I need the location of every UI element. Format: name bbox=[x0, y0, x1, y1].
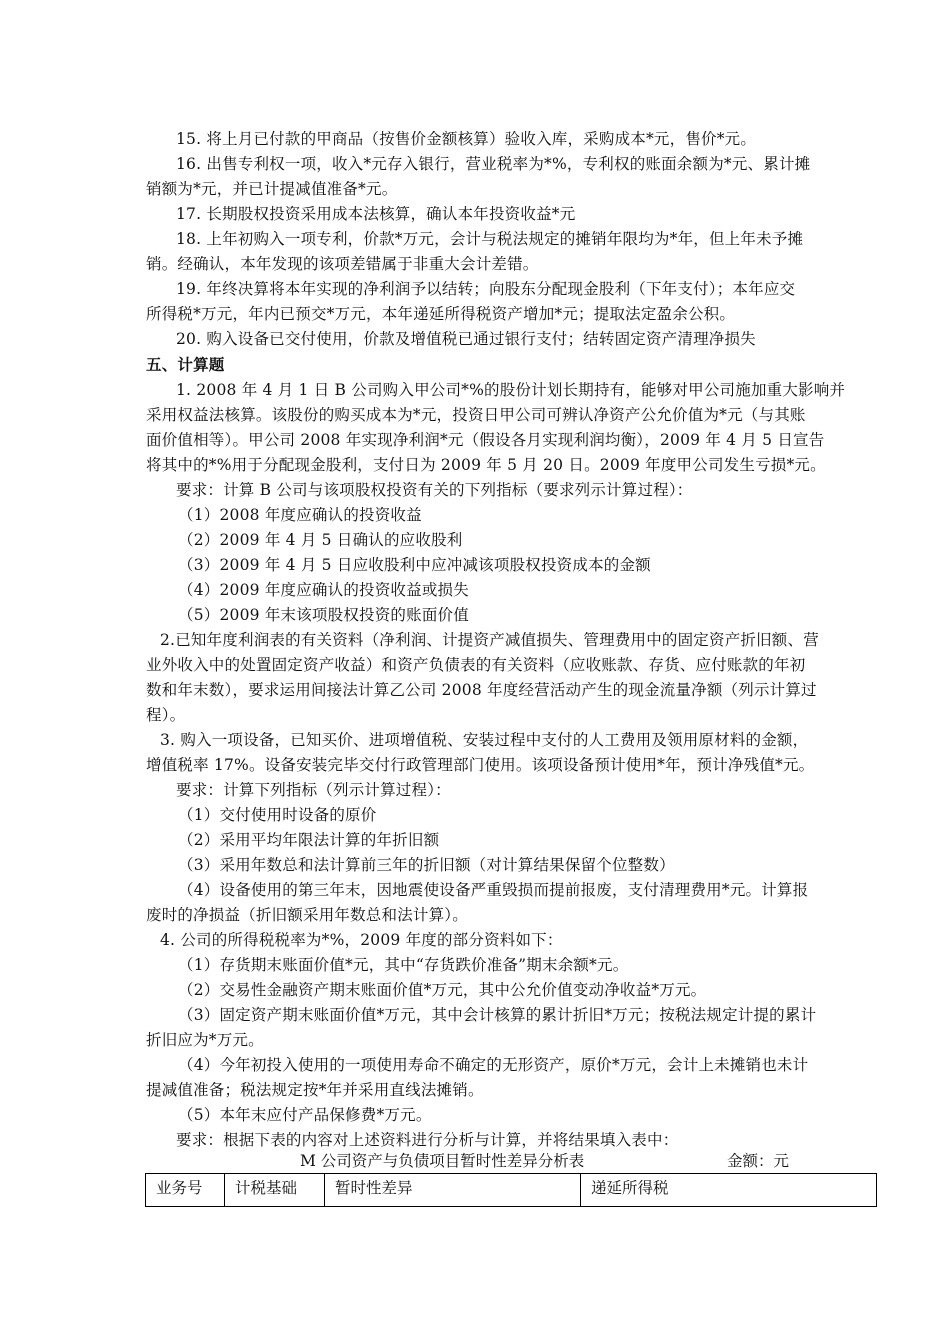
text-line: 19. 年终决算将本年实现的净利润予以结转；向股东分配现金股利（下年支付）；本年应交 bbox=[176, 280, 796, 298]
text-line: 要求：计算 B 公司与该项股权投资有关的下列指标（要求列示计算过程）： bbox=[176, 481, 693, 499]
text-line: （4）设备使用的第三年末，因地震使设备严重毁损而提前报废，支付清理费用*元。计算报 bbox=[178, 881, 809, 899]
text-line: 20. 购入设备已交付使用，价款及增值税已通过银行支付；结转固定资产清理净损失 bbox=[176, 330, 756, 348]
text-line: （1）存货期末账面价值*元，其中“存货跌价准备”期末余额*元。 bbox=[178, 956, 629, 974]
difference-analysis-table bbox=[145, 1173, 877, 1207]
text-line: 折旧应为*万元。 bbox=[146, 1031, 264, 1049]
col-header-tax-base: 计税基础 bbox=[225, 1174, 325, 1207]
text-line: 采用权益法核算。该股份的购买成本为*元，投资日甲公司可辨认净资产公允价值为*元（与其账 bbox=[146, 406, 806, 424]
text-line: 4. 公司的所得税税率为*%，2009 年度的部分资料如下： bbox=[160, 931, 563, 949]
text-line: （5）本年末应付产品保修费*万元。 bbox=[178, 1106, 432, 1124]
table-title: M 公司资产与负债项目暂时性差异分析表 bbox=[300, 1152, 585, 1170]
col-header-business-no: 业务号 bbox=[146, 1174, 225, 1207]
text-line: 程）。 bbox=[146, 706, 186, 724]
text-line: 18. 上年初购入一项专利，价款*万元，会计与税法规定的摊销年限均为*年，但上年未予摊 bbox=[176, 230, 804, 248]
table-header-row bbox=[146, 1174, 877, 1207]
text-line: 增值税率 17%。设备安装完毕交付行政管理部门使用。该项设备预计使用*年，预计净残值*元。 bbox=[146, 756, 815, 774]
text-line: （2）交易性金融资产期末账面价值*万元，其中公允价值变动净收益*万元。 bbox=[178, 981, 707, 999]
table-unit: 金额：元 bbox=[727, 1152, 790, 1170]
text-line: 要求：计算下列指标（列示计算过程）： bbox=[176, 781, 451, 799]
text-line: 业外收入中的处置固定资产收益）和资产负债表的有关资料（应收账款、存货、应付账款的年初 bbox=[146, 656, 806, 674]
text-line: （1）交付使用时设备的原价 bbox=[178, 806, 377, 824]
text-line: 15. 将上月已付款的甲商品（按售价金额核算）验收入库，采购成本*元，售价*元。 bbox=[176, 130, 757, 148]
text-line: （3）采用年数总和法计算前三年的折旧额（对计算结果保留个位整数） bbox=[178, 856, 675, 874]
text-line: （2）2009 年 4 月 5 日确认的应收股利 bbox=[178, 531, 463, 549]
text-line: （5）2009 年末该项股权投资的账面价值 bbox=[178, 606, 469, 624]
text-line: 销额为*元，并已计提减值准备*元。 bbox=[146, 180, 398, 198]
section-heading: 五、计算题 bbox=[146, 355, 225, 374]
text-line: 面价值相等）。甲公司 2008 年实现净利润*元（假设各月实现利润均衡），2009 年 4 月 5 日宣告 bbox=[146, 431, 825, 449]
text-line: 废时的净损益（折旧额采用年数总和法计算）。 bbox=[146, 906, 468, 924]
text-line: （1）2008 年度应确认的投资收益 bbox=[178, 506, 422, 524]
text-line: 17. 长期股权投资采用成本法核算，确认本年投资收益*元 bbox=[176, 205, 576, 223]
text-line: 所得税*万元，年内已预交*万元，本年递延所得税资产增加*元；提取法定盈余公积。 bbox=[146, 305, 736, 323]
text-line: 要求：根据下表的内容对上述资料进行分析与计算，并将结果填入表中： bbox=[176, 1131, 679, 1149]
text-line: 提减值准备；税法规定按*年并采用直线法摊销。 bbox=[146, 1081, 484, 1099]
text-line: （3）固定资产期末账面价值*万元，其中会计核算的累计折旧*万元；按税法规定计提的累计 bbox=[178, 1006, 817, 1024]
text-line: 将其中的*%用于分配现金股利，支付日为 2009 年 5 月 20 日。2009 年度甲公司发生亏损*元。 bbox=[146, 456, 826, 474]
text-line: （2）采用平均年限法计算的年折旧额 bbox=[178, 831, 440, 849]
col-header-deferred-tax: 递延所得税 bbox=[581, 1174, 877, 1207]
text-line: （4）今年初投入使用的一项使用寿命不确定的无形资产，原价*万元，会计上未摊销也未计 bbox=[178, 1056, 809, 1074]
text-line: 1. 2008 年 4 月 1 日 B 公司购入甲公司*%的股份计划长期持有，能够对甲公司施加重大影响并 bbox=[176, 381, 846, 399]
text-line: （4）2009 年度应确认的投资收益或损失 bbox=[178, 581, 469, 599]
text-line: （3）2009 年 4 月 5 日应收股利中应冲减该项股权投资成本的金额 bbox=[178, 556, 651, 574]
text-line: 2.已知年度利润表的有关资料（净利润、计提资产减值损失、管理费用中的固定资产折旧额、营 bbox=[160, 631, 819, 649]
text-line: 16. 出售专利权一项，收入*元存入银行，营业税率为*%，专利权的账面余额为*元、累计摊 bbox=[176, 155, 811, 173]
text-line: 数和年末数），要求运用间接法计算乙公司 2008 年度经营活动产生的现金流量净额（列示计算过 bbox=[146, 681, 817, 699]
text-line: 3. 购入一项设备，已知买价、进项增值税、安装过程中支付的人工费用及领用原材料的金额， bbox=[160, 731, 809, 749]
col-header-temporary-difference: 暂时性差异 bbox=[325, 1174, 581, 1207]
text-line: 销。经确认，本年发现的该项差错属于非重大会计差错。 bbox=[146, 255, 539, 273]
